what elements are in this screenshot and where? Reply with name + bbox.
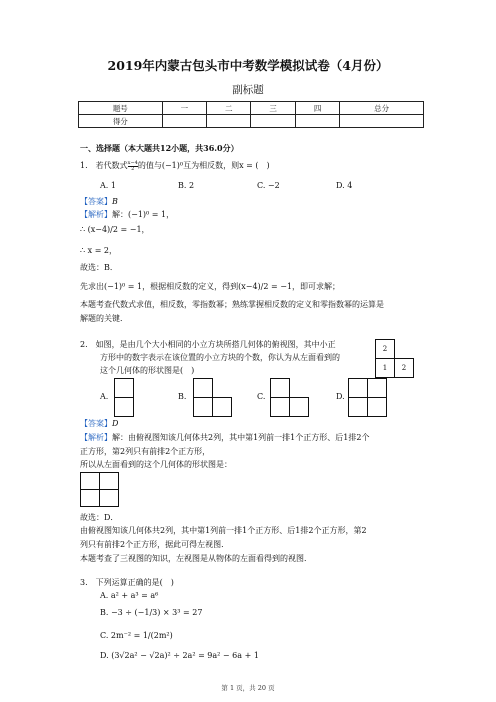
q2-option-c[interactable]: C. xyxy=(257,392,266,401)
q2-analysis-5: 由俯视图知该几何体共2列，其中第1列前一排1个正方形、后1排2个正方形，第2 xyxy=(80,526,367,535)
page-title: 2019年内蒙古包头市中考数学模拟试卷（4月份） xyxy=(107,58,389,73)
table-row xyxy=(79,102,424,115)
figure-square xyxy=(270,397,290,417)
q2-option-d[interactable]: D. xyxy=(336,392,345,401)
table-header-cell: 总分 xyxy=(340,102,424,115)
figure-square xyxy=(99,489,119,507)
q1-fraction: $\frac{x-4}{2}$ xyxy=(127,159,138,172)
grid-cell: 2 xyxy=(394,358,414,378)
grid-cell: 2 xyxy=(375,339,395,359)
table-row xyxy=(79,115,424,128)
q2-option-a[interactable]: A. xyxy=(100,392,109,401)
q2-analysis-4: 故选：D． xyxy=(80,513,119,522)
figure-square xyxy=(348,378,368,398)
figure-square xyxy=(270,378,290,398)
q2-stem-1: 2. 如图，是由几个大小相同的小立方块所搭几何体的俯视图，其中小正 xyxy=(80,340,336,349)
q3-stem: 3. 下列运算正确的是( ) xyxy=(80,578,174,587)
figure-square xyxy=(193,397,213,417)
q1-analysis-3: ∴ x = 2， xyxy=(80,246,118,255)
question-1-stem xyxy=(80,160,270,172)
figure-square xyxy=(348,397,368,417)
q2-analysis-2: 正方形，第2列只有前排2个正方形， xyxy=(80,447,211,456)
q2-answer: 【答案】D xyxy=(80,419,119,428)
figure-square xyxy=(80,489,100,507)
grid-cell: 1 xyxy=(375,358,395,378)
table-header-cell: 二 xyxy=(207,102,251,115)
figure-square xyxy=(367,378,387,398)
q2-option-b[interactable]: B. xyxy=(178,392,187,401)
q1-option-d[interactable]: D. 4 xyxy=(336,181,353,190)
figure-square xyxy=(80,472,100,490)
page-subtitle: 副标题 xyxy=(232,84,264,96)
q1-option-a[interactable]: A. 1 xyxy=(100,181,116,190)
score-cell xyxy=(162,115,206,128)
score-cell xyxy=(251,115,295,128)
q3-option-c[interactable]: C. 2m⁻² = 1/(2m²) xyxy=(100,631,173,640)
q2-stem-3: 这个几何体的形状图是( ) xyxy=(100,366,195,375)
score-table xyxy=(78,101,424,128)
table-row-label: 得分 xyxy=(79,115,163,128)
q1-analysis-7: 解题的关键． xyxy=(80,314,128,323)
figure-square xyxy=(114,397,134,417)
q1-analysis-2: ∴ (x−4)/2 = −1， xyxy=(80,225,150,234)
figure-square xyxy=(212,397,232,417)
q1-option-c[interactable]: C. −2 xyxy=(257,181,280,190)
q1-analysis-4: 故选：B． xyxy=(80,263,118,272)
q1-answer: 【答案】B xyxy=(80,197,118,206)
score-cell xyxy=(340,115,424,128)
figure-square xyxy=(114,378,134,398)
q2-analysis-7: 本题考查了三视图的知识，左视图是从物体的左面看得到的视图． xyxy=(80,554,312,563)
table-header-cell: 题号 xyxy=(79,102,163,115)
table-header-cell: 四 xyxy=(295,102,339,115)
figure-square xyxy=(99,472,119,490)
q1-analysis-1: 【解析】解：(−1)⁰ = 1， xyxy=(80,210,175,219)
page-footer: 第 1 页，共 20 页 xyxy=(221,684,275,692)
q3-option-a[interactable]: A. a² + a³ = a⁶ xyxy=(100,591,159,600)
q3-option-b[interactable]: B. −3 ÷ (−1/3) × 3³ = 27 xyxy=(100,608,203,617)
q3-option-d[interactable]: D. (3√2a² − √2a)² ÷ 2a² = 9a² − 6a + 1 xyxy=(100,651,259,660)
q1-analysis-5: 先求出(−1)⁰ = 1，根据相反数的定义，得到(x−4)/2 = −1，即可求解； xyxy=(80,282,341,291)
table-header-cell: 三 xyxy=(251,102,295,115)
q2-stem-2: 方形中的数字表示在该位置的小立方块的个数，你认为从左面看到的 xyxy=(100,353,340,362)
q1-analysis-6: 本题考查代数式求值，相反数，零指数幂；熟练掌握相反数的定义和零指数幂的运算是 xyxy=(80,300,384,309)
q2-analysis-1: 【解析】解：由俯视图知该几何体共2列，其中第1列前一排1个正方形、后1排2个 xyxy=(80,433,370,442)
score-cell xyxy=(295,115,339,128)
score-cell xyxy=(207,115,251,128)
figure-square xyxy=(193,378,213,398)
figure-square xyxy=(289,397,309,417)
table-header-cell: 一 xyxy=(162,102,206,115)
q1-stem-a: 1. 若代数式 xyxy=(80,161,128,170)
q2-analysis-6: 列只有前排2个正方形，据此可得左视图． xyxy=(80,540,230,549)
q1-option-b[interactable]: B. 2 xyxy=(178,181,195,190)
q2-analysis-3: 所以从左面看到的这个几何体的形状图是： xyxy=(80,460,232,469)
section-heading: 一、选择题（本大题共12小题，共36.0分） xyxy=(80,143,239,153)
figure-square xyxy=(367,397,387,417)
q1-stem-b: 的值与(−1)⁰互为相反数，则x = ( ) xyxy=(137,161,270,170)
